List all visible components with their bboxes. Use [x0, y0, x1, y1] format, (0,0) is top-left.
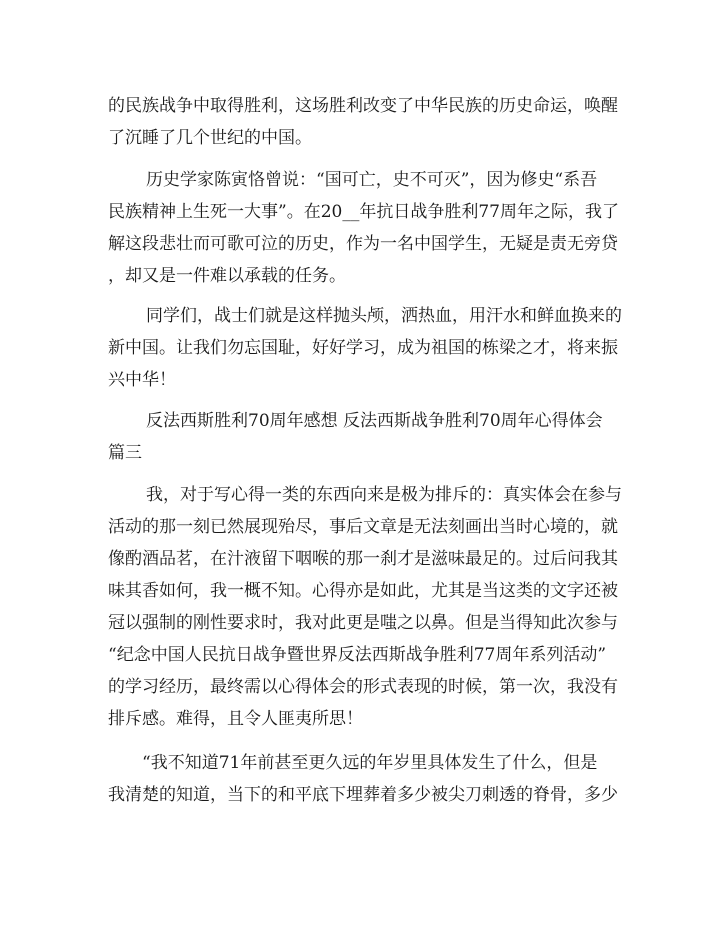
paragraph-3-line-2: 新中国。让我们勿忘国耻，好好学习，成为祖国的栋梁之才，将来振: [108, 338, 618, 358]
paragraph-5-line-8: 排斥感。难得，且令人匪夷所思！: [108, 709, 363, 729]
paragraph-5-line-7: 的学习经历，最终需以心得体会的形式表现的时候，第一次，我没有: [108, 677, 618, 697]
paragraph-2-line-1: 历史学家陈寅恪曾说：“国可亡，史不可灭”，因为修史“系吾: [146, 170, 598, 190]
paragraph-5-line-4: 味其香如何，我一概不知。心得亦是如此，尤其是当这类的文字还被: [108, 581, 618, 601]
paragraph-2-line-3: 解这段悲壮而可歌可泣的历史，作为一名中国学生，无疑是责无旁贷: [108, 234, 618, 254]
paragraph-5-line-5: 冠以强制的刚性要求时，我对此更是嗤之以鼻。但是当得知此次参与: [108, 613, 618, 633]
paragraph-5-line-6: “纪念中国人民抗日战争暨世界反法西斯战争胜利77周年系列活动”: [108, 645, 607, 665]
paragraph-1-line-2: 了沉睡了几个世纪的中国。: [108, 128, 312, 148]
paragraph-6-line-1: “我不知道71年前甚至更久远的年岁里具体发生了什么，但是: [142, 753, 598, 773]
paragraph-3-line-1: 同学们，战士们就是这样抛头颅，洒热血，用汗水和鲜血换来的: [146, 306, 622, 326]
paragraph-3-line-3: 兴中华！: [108, 370, 176, 390]
paragraph-5-line-1: 我，对于写心得一类的东西向来是极为排斥的：真实体会在参与: [146, 485, 622, 505]
paragraph-5-line-2: 活动的那一刻已然展现殆尽，事后文章是无法刻画出当时心境的，就: [108, 517, 618, 537]
paragraph-2-line-4: ，却又是一件难以承载的任务。: [108, 266, 346, 286]
section-title-line-2: 篇三: [108, 443, 142, 463]
paragraph-5-line-3: 像酌酒品茗，在汁液留下咽喉的那一刹才是滋味最足的。过后问我其: [108, 549, 618, 569]
paragraph-1-line-1: 的民族战争中取得胜利，这场胜利改变了中华民族的历史命运，唤醒: [108, 96, 618, 116]
section-title-line-1: 反法西斯胜利70周年感想 反法西斯战争胜利70周年心得体会: [146, 411, 603, 431]
paragraph-6-line-2: 我清楚的知道，当下的和平底下埋葬着多少被尖刀刺透的脊骨，多少: [108, 785, 618, 805]
paragraph-2-line-2: 民族精神上生死一大事”。在20__年抗日战争胜利77周年之际，我了: [108, 202, 619, 222]
